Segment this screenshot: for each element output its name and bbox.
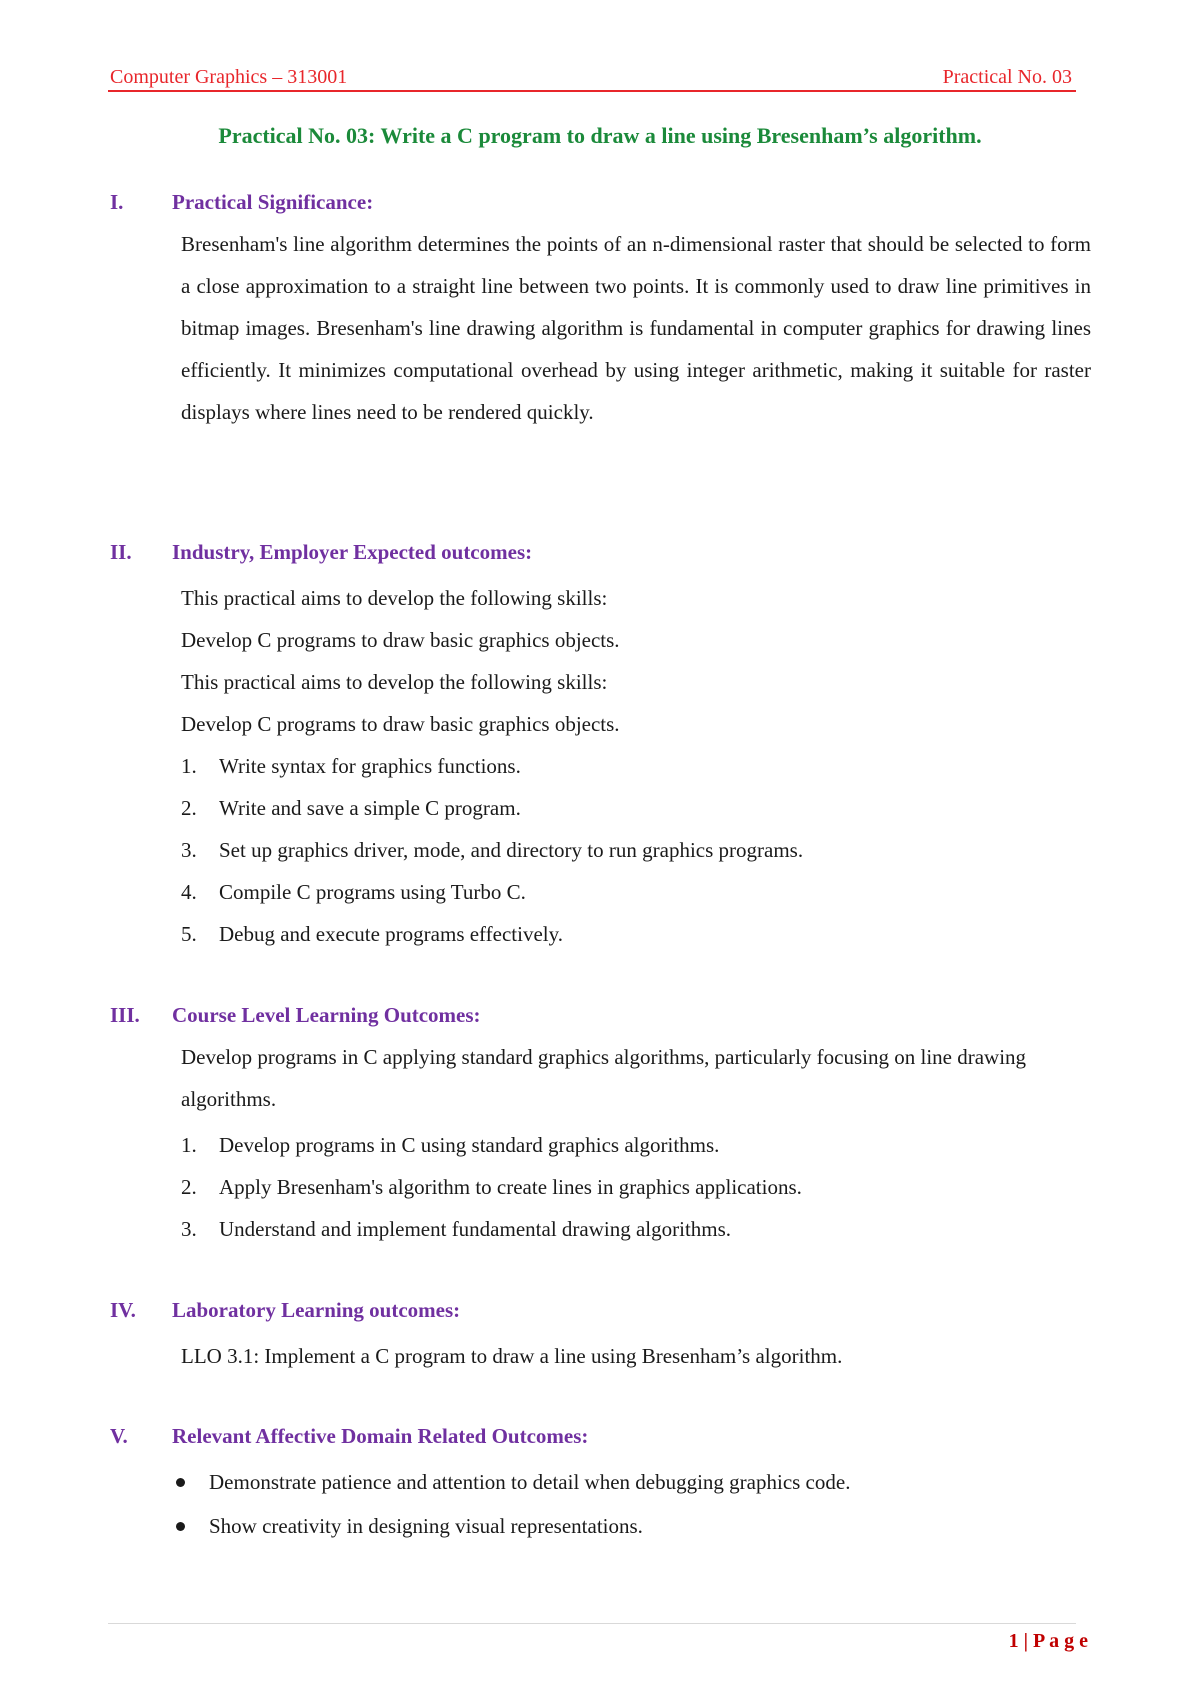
list-text: Apply Bresenham's algorithm to create lines in graphics applications. <box>219 1175 802 1199</box>
list-number: 4. <box>181 880 197 904</box>
bullet-item <box>176 1470 850 1495</box>
list-number: 3. <box>181 838 197 862</box>
list-number: 1. <box>181 754 197 778</box>
list-text: Write and save a simple C program. <box>219 796 521 820</box>
text-line: Develop C programs to draw basic graphics objects. <box>181 628 620 652</box>
page-title: Practical No. 03: Write a C program to draw a line using Bresenham’s algorithm. <box>218 123 982 148</box>
llo-line: LLO 3.1: Implement a C program to draw a line using Bresenham’s algorithm. <box>181 1344 843 1368</box>
bullet-item <box>176 1514 643 1539</box>
section-title: Laboratory Learning outcomes: <box>172 1298 461 1322</box>
header-course: Computer Graphics – 313001 <box>110 66 348 88</box>
list-text: Debug and execute programs effectively. <box>219 922 564 946</box>
footer-divider <box>108 1623 1076 1624</box>
page-number: 1 | P a g e <box>1008 1630 1088 1652</box>
section-title: Relevant Affective Domain Related Outcomes: <box>172 1424 589 1448</box>
course-outcome-paragraph: Develop programs in C applying standard graphics algorithms, particularly focusing on line drawing algorithms. <box>181 1045 1027 1111</box>
section-number: III. <box>110 1003 140 1027</box>
text-line: This practical aims to develop the following skills: <box>181 670 608 694</box>
section-number: IV. <box>110 1298 136 1322</box>
list-item <box>181 796 521 821</box>
text-line: This practical aims to develop the following skills: <box>181 586 608 610</box>
header-practical: Practical No. 03 <box>942 66 1072 88</box>
list-item <box>181 1175 802 1200</box>
bullet-dot-icon <box>176 1478 185 1487</box>
bullet-text: Demonstrate patience and attention to detail when debugging graphics code. <box>209 1470 851 1494</box>
list-number: 2. <box>181 1175 197 1199</box>
list-item <box>181 1217 731 1242</box>
list-number: 2. <box>181 796 197 820</box>
list-text: Set up graphics driver, mode, and directory to run graphics programs. <box>219 838 804 862</box>
bullet-dot-icon <box>176 1522 185 1531</box>
list-item <box>181 1133 719 1158</box>
list-number: 3. <box>181 1217 197 1241</box>
section-number: II. <box>110 540 132 564</box>
section-number: I. <box>110 190 124 214</box>
list-item <box>181 838 803 863</box>
section-title: Course Level Learning Outcomes: <box>172 1003 481 1027</box>
list-number: 5. <box>181 922 197 946</box>
list-item <box>181 754 521 779</box>
page-header <box>108 64 1076 92</box>
list-text: Develop programs in C using standard graphics algorithms. <box>219 1133 720 1157</box>
text-line: Develop C programs to draw basic graphics objects. <box>181 712 620 736</box>
section-title: Practical Significance: <box>172 190 374 214</box>
list-text: Write syntax for graphics functions. <box>219 754 521 778</box>
list-text: Understand and implement fundamental drawing algorithms. <box>219 1217 732 1241</box>
list-item <box>181 922 563 947</box>
list-item <box>181 880 526 905</box>
bullet-text: Show creativity in designing visual representations. <box>209 1514 643 1538</box>
list-text: Compile C programs using Turbo C. <box>219 880 526 904</box>
section-number: V. <box>110 1424 128 1448</box>
section-title: Industry, Employer Expected outcomes: <box>172 540 533 564</box>
significance-paragraph: Bresenham's line algorithm determines the points of an n-dimensional raster that should be selected to form a close approximation to a straight line between two points. It is commonly used to draw line primitives in bitmap images. Bresenham's line drawing algorithm is fundamental in computer graphics for drawing lines efficiently. It minimizes computational overhead by using integer arithmetic, making it suitable for raster displays where lines need to be rendered quickly. <box>181 232 1091 424</box>
list-number: 1. <box>181 1133 197 1157</box>
